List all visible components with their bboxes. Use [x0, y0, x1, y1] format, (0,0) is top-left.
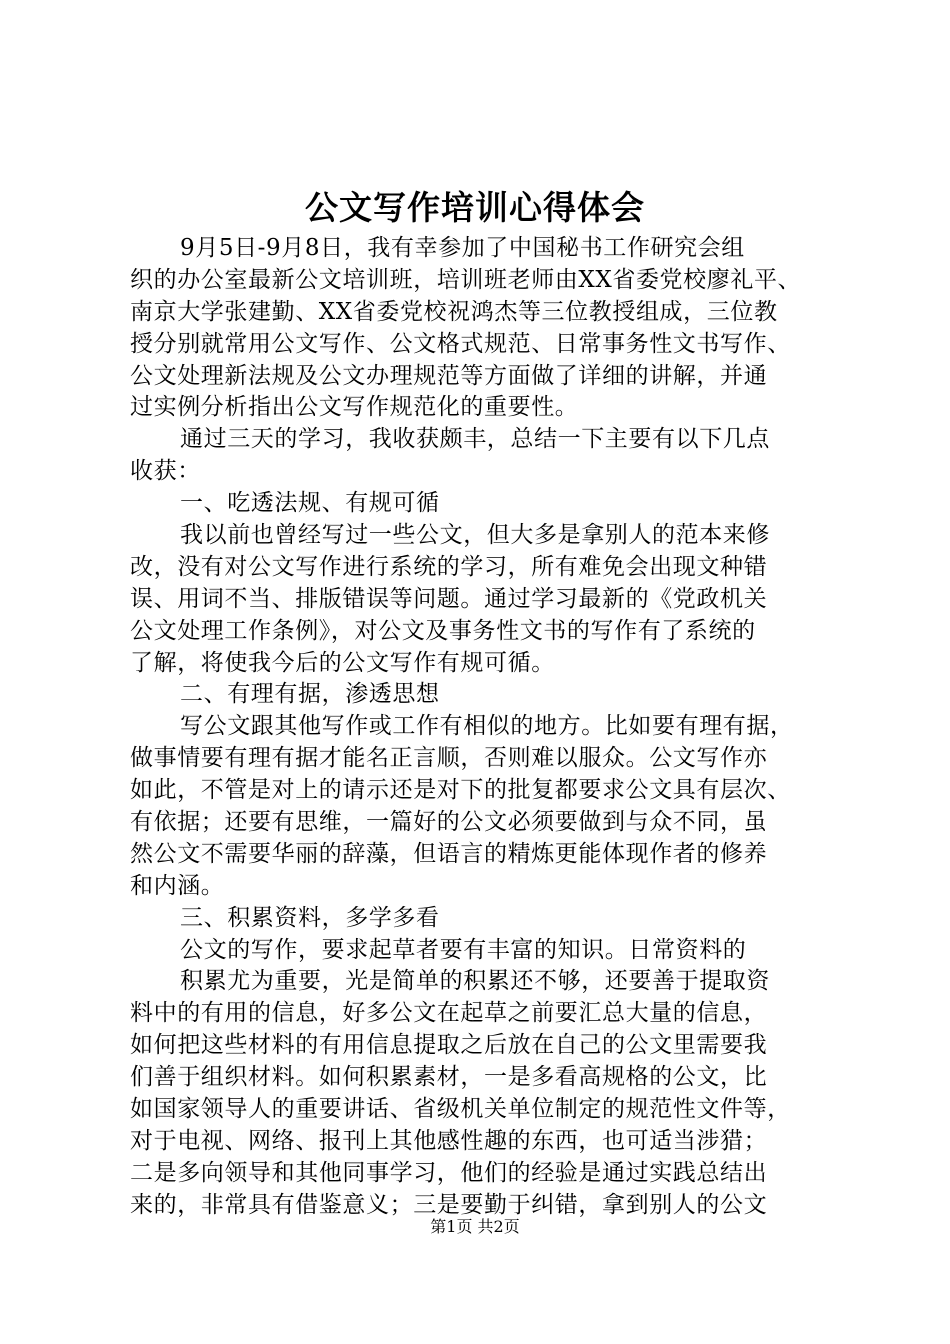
document-title: 公文写作培训心得体会 — [305, 188, 645, 227]
text-line: 如国家领导人的重要讲话、省级机关单位制定的规范性文件等， — [130, 1096, 791, 1123]
text-line: 对于电视、网络、报刊上其他感性趣的东西，也可适当涉猎； — [130, 1127, 768, 1154]
text-line: 公文处理新法规及公文办理规范等方面做了详细的讲解，并通 — [130, 362, 768, 389]
text-line: 我以前也曾经写过一些公文，但大多是拿别人的范本来修 — [180, 522, 770, 549]
text-line: 二、有理有据，渗透思想 — [180, 681, 440, 708]
page-footer: 第1页 共2页 — [430, 1217, 520, 1236]
text-line: 通过三天的学习，我收获颇丰，总结一下主要有以下几点 — [180, 426, 770, 453]
text-line: 过实例分析指出公文写作规范化的重要性。 — [130, 394, 579, 421]
text-line: 然公文不需要华丽的辞藻，但语言的精炼更能体现作者的修养 — [130, 840, 768, 867]
text-line: 南京大学张建勤、XX省委党校祝鸿杰等三位教授组成，三位教 — [130, 298, 778, 325]
text-line: 改，没有对公文写作进行系统的学习，所有难免会出现文种错 — [130, 553, 768, 580]
text-line: 9月5日-9月8日，我有幸参加了中国秘书工作研究会组 — [180, 235, 745, 261]
text-line: 如此，不管是对上的请示还是对下的批复都要求公文具有层次、 — [130, 777, 791, 804]
text-line: 有依据；还要有思维，一篇好的公文必须要做到与众不同，虽 — [130, 809, 768, 836]
text-line: 三、积累资料，多学多看 — [180, 904, 440, 931]
text-line: 公文的写作，要求起草者要有丰富的知识。日常资料的 — [180, 936, 747, 963]
text-line: 误、用词不当、排版错误等问题。通过学习最新的《党政机关 — [130, 585, 768, 612]
document-body — [130, 233, 830, 1222]
text-line: 来的，非常具有借鉴意义；三是要勤于纠错，拿到别人的公文 — [130, 1191, 768, 1218]
text-line: 如何把这些材料的有用信息提取之后放在自己的公文里需要我 — [130, 1032, 768, 1059]
text-line: 公文处理工作条例》，对公文及事务性文书的写作有了系统的 — [130, 617, 756, 644]
text-line: 和内涵。 — [130, 872, 225, 899]
text-line: 积累尤为重要，光是简单的积累还不够，还要善于提取资 — [180, 968, 770, 995]
text-line: 做事情要有理有据才能名正言顺，否则难以服众。公文写作亦 — [130, 745, 768, 772]
text-line: 二是多向领导和其他同事学习，他们的经验是通过实践总结出 — [130, 1159, 768, 1186]
text-line: 授分别就常用公文写作、公文格式规范、日常事务性文书写作、 — [130, 330, 791, 357]
text-line: 们善于组织材料。如何积累素材，一是多看高规格的公文，比 — [130, 1064, 768, 1091]
text-line: 织的办公室最新公文培训班，培训班老师由XX省委党校廖礼平、 — [130, 266, 802, 293]
text-line: 了解，将使我今后的公文写作有规可循。 — [130, 649, 555, 676]
text-line: 收获： — [130, 458, 201, 485]
text-line: 写公文跟其他写作或工作有相似的地方。比如要有理有据， — [180, 713, 794, 740]
text-line: 一、吃透法规、有规可循 — [180, 490, 440, 517]
text-line: 料中的有用的信息，好多公文在起草之前要汇总大量的信息， — [130, 1000, 768, 1027]
